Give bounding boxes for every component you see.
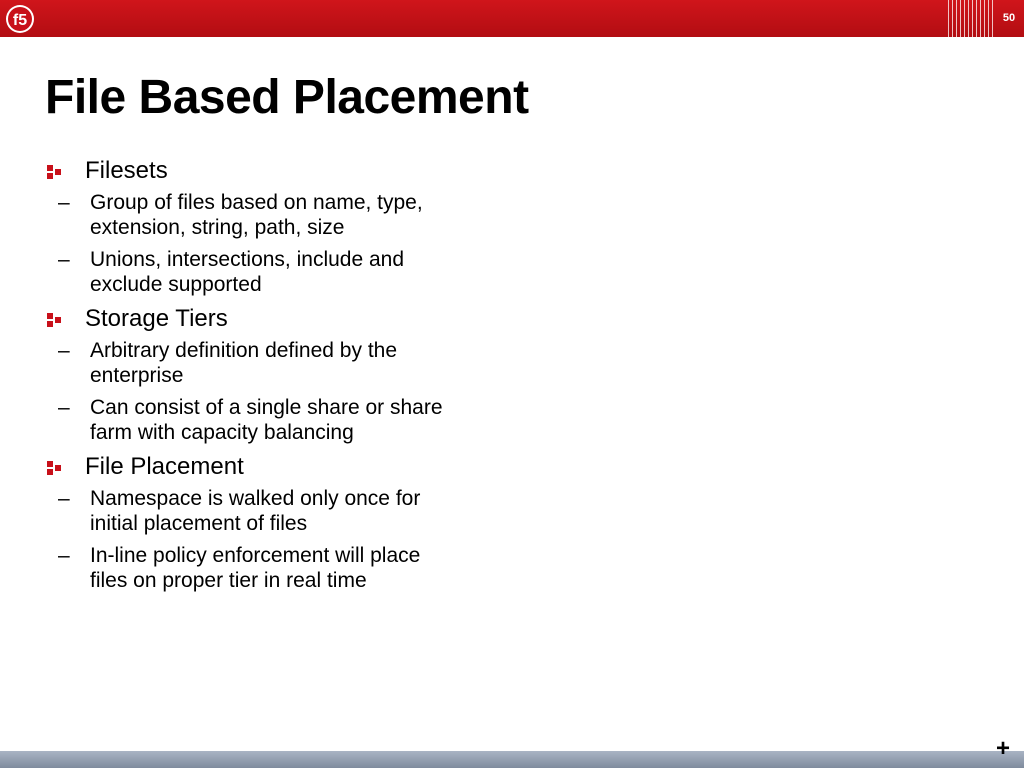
sub-item [45, 486, 495, 536]
sub-item [45, 190, 495, 240]
red-square-bullet-icon [47, 165, 61, 179]
header-stripes [948, 0, 994, 37]
logo-text: f5 [12, 12, 28, 29]
red-square-bullet-icon [47, 461, 61, 475]
bullet-item [45, 452, 495, 482]
page-number: 50 [1002, 12, 1016, 24]
red-square-bullet-icon [47, 313, 61, 327]
dash-marker: – [58, 487, 70, 510]
sub-list [45, 190, 495, 297]
dash-marker: – [58, 248, 70, 271]
sub-item-text: Can consist of a single share or share farm with capacity balancing [90, 396, 443, 444]
bullet-text: File Placement [85, 453, 244, 480]
slide-title: File Based Placement [45, 71, 529, 124]
sub-item-text: Namespace is walked only once for initial placement of files [90, 487, 421, 535]
sub-item [45, 395, 495, 445]
dash-marker: – [58, 396, 70, 419]
dash-marker: – [58, 544, 70, 567]
sub-item [45, 338, 495, 388]
dash-marker: – [58, 191, 70, 214]
bullet-item [45, 156, 495, 186]
bullet-list [45, 156, 495, 600]
sub-item [45, 247, 495, 297]
dash-marker: – [58, 339, 70, 362]
footer-bar [0, 751, 1024, 768]
sub-item-text: Group of files based on name, type, extension, string, path, size [90, 191, 423, 239]
plus-icon[interactable]: + [995, 735, 1010, 762]
bullet-item [45, 304, 495, 334]
bullet-text: Filesets [85, 157, 168, 184]
sub-list [45, 486, 495, 593]
f5-logo-icon [5, 4, 35, 34]
header-bar [0, 0, 1024, 37]
sub-list [45, 338, 495, 445]
sub-item-text: Unions, intersections, include and exclude supported [90, 248, 405, 296]
bullet-text: Storage Tiers [85, 305, 228, 332]
sub-item [45, 543, 495, 593]
sub-item-text: Arbitrary definition defined by the enterprise [90, 339, 398, 387]
sub-item-text: In-line policy enforcement will place files on proper tier in real time [90, 544, 421, 592]
